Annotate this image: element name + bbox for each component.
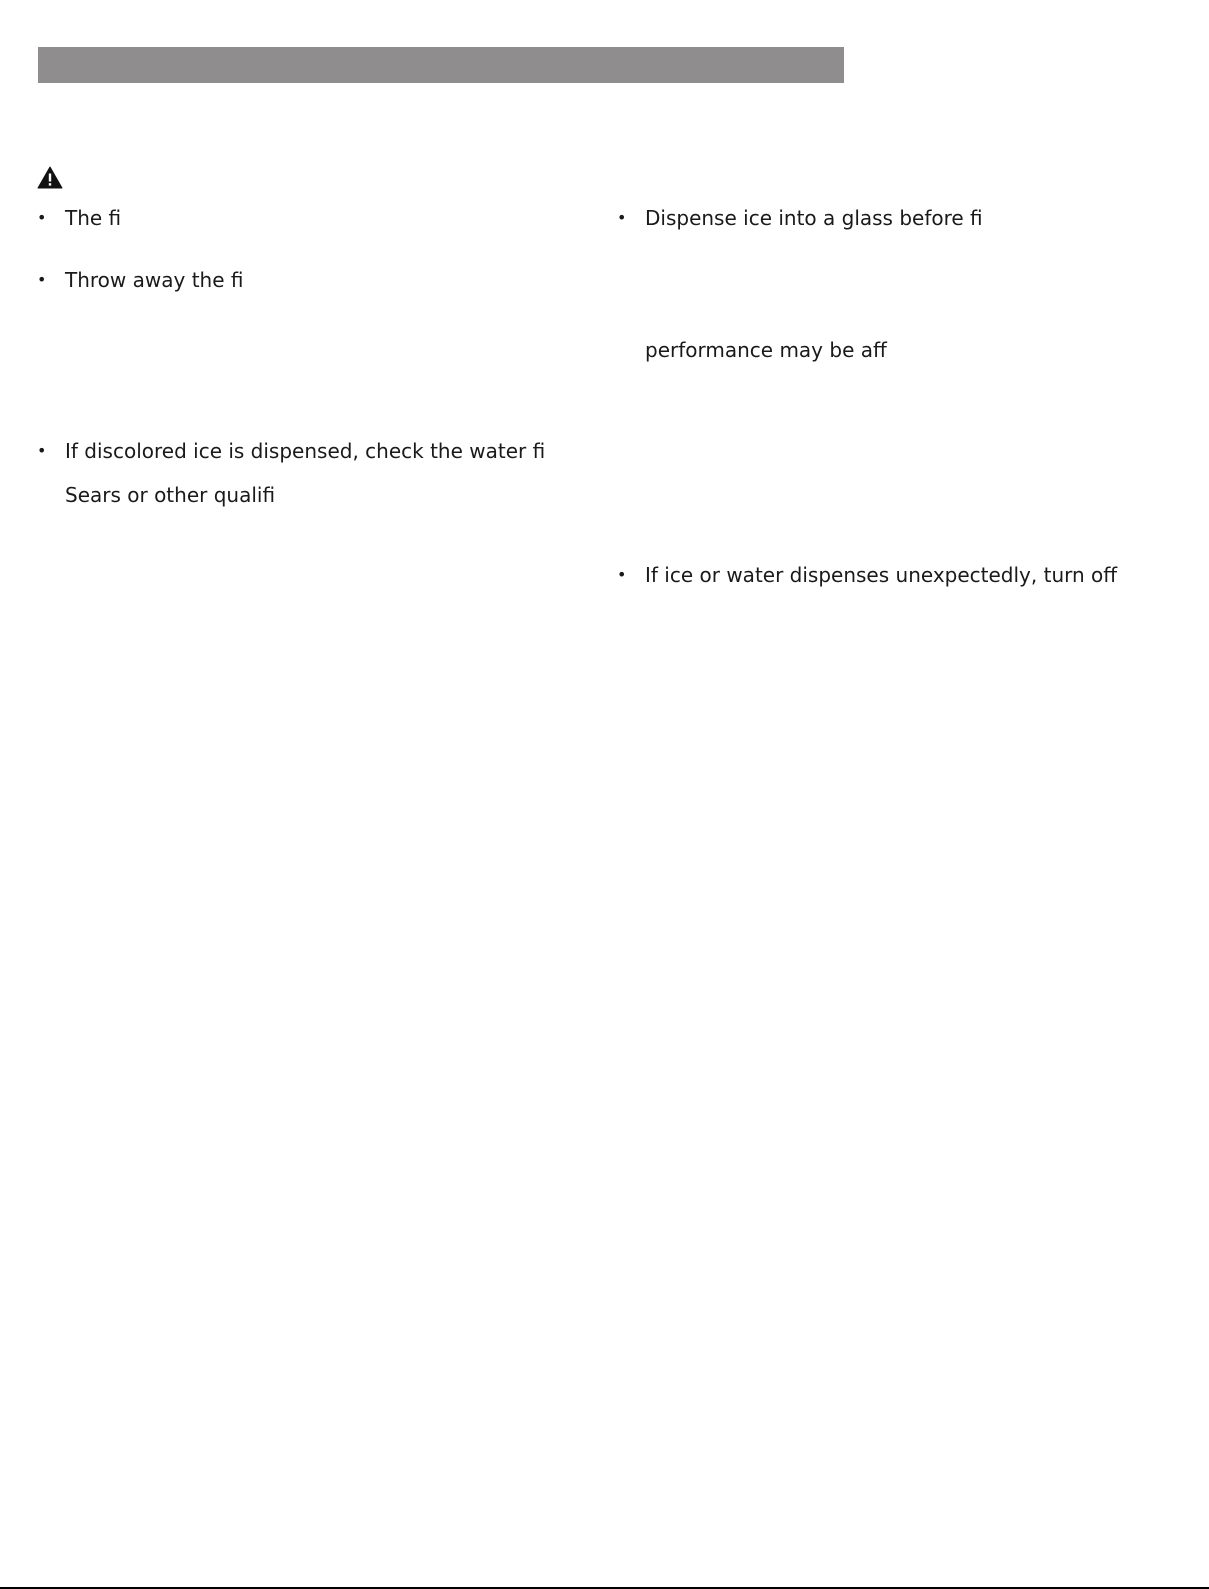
left-item-3-line-1: If discolored ice is dispensed, check the water fi bbox=[65, 439, 546, 463]
bullet: • bbox=[617, 208, 627, 227]
bullet: • bbox=[617, 565, 627, 584]
right-item-3-line-1: If ice or water dispenses unexpectedly, turn off bbox=[645, 563, 1118, 587]
left-item-1-line-1: The fi bbox=[65, 206, 122, 230]
warning-triangle-icon bbox=[37, 166, 63, 189]
left-item-2-line-1: Throw away the fi bbox=[65, 268, 244, 292]
bullet: • bbox=[37, 270, 47, 289]
bullet: • bbox=[37, 208, 47, 227]
section-header-bar bbox=[38, 47, 844, 83]
left-item-3-line-2: Sears or other qualifi bbox=[65, 483, 276, 507]
right-item-1-line-1: Dispense ice into a glass before fi bbox=[645, 206, 983, 230]
bullet: • bbox=[37, 441, 47, 460]
right-item-2-line-1: performance may be aff bbox=[645, 338, 887, 362]
